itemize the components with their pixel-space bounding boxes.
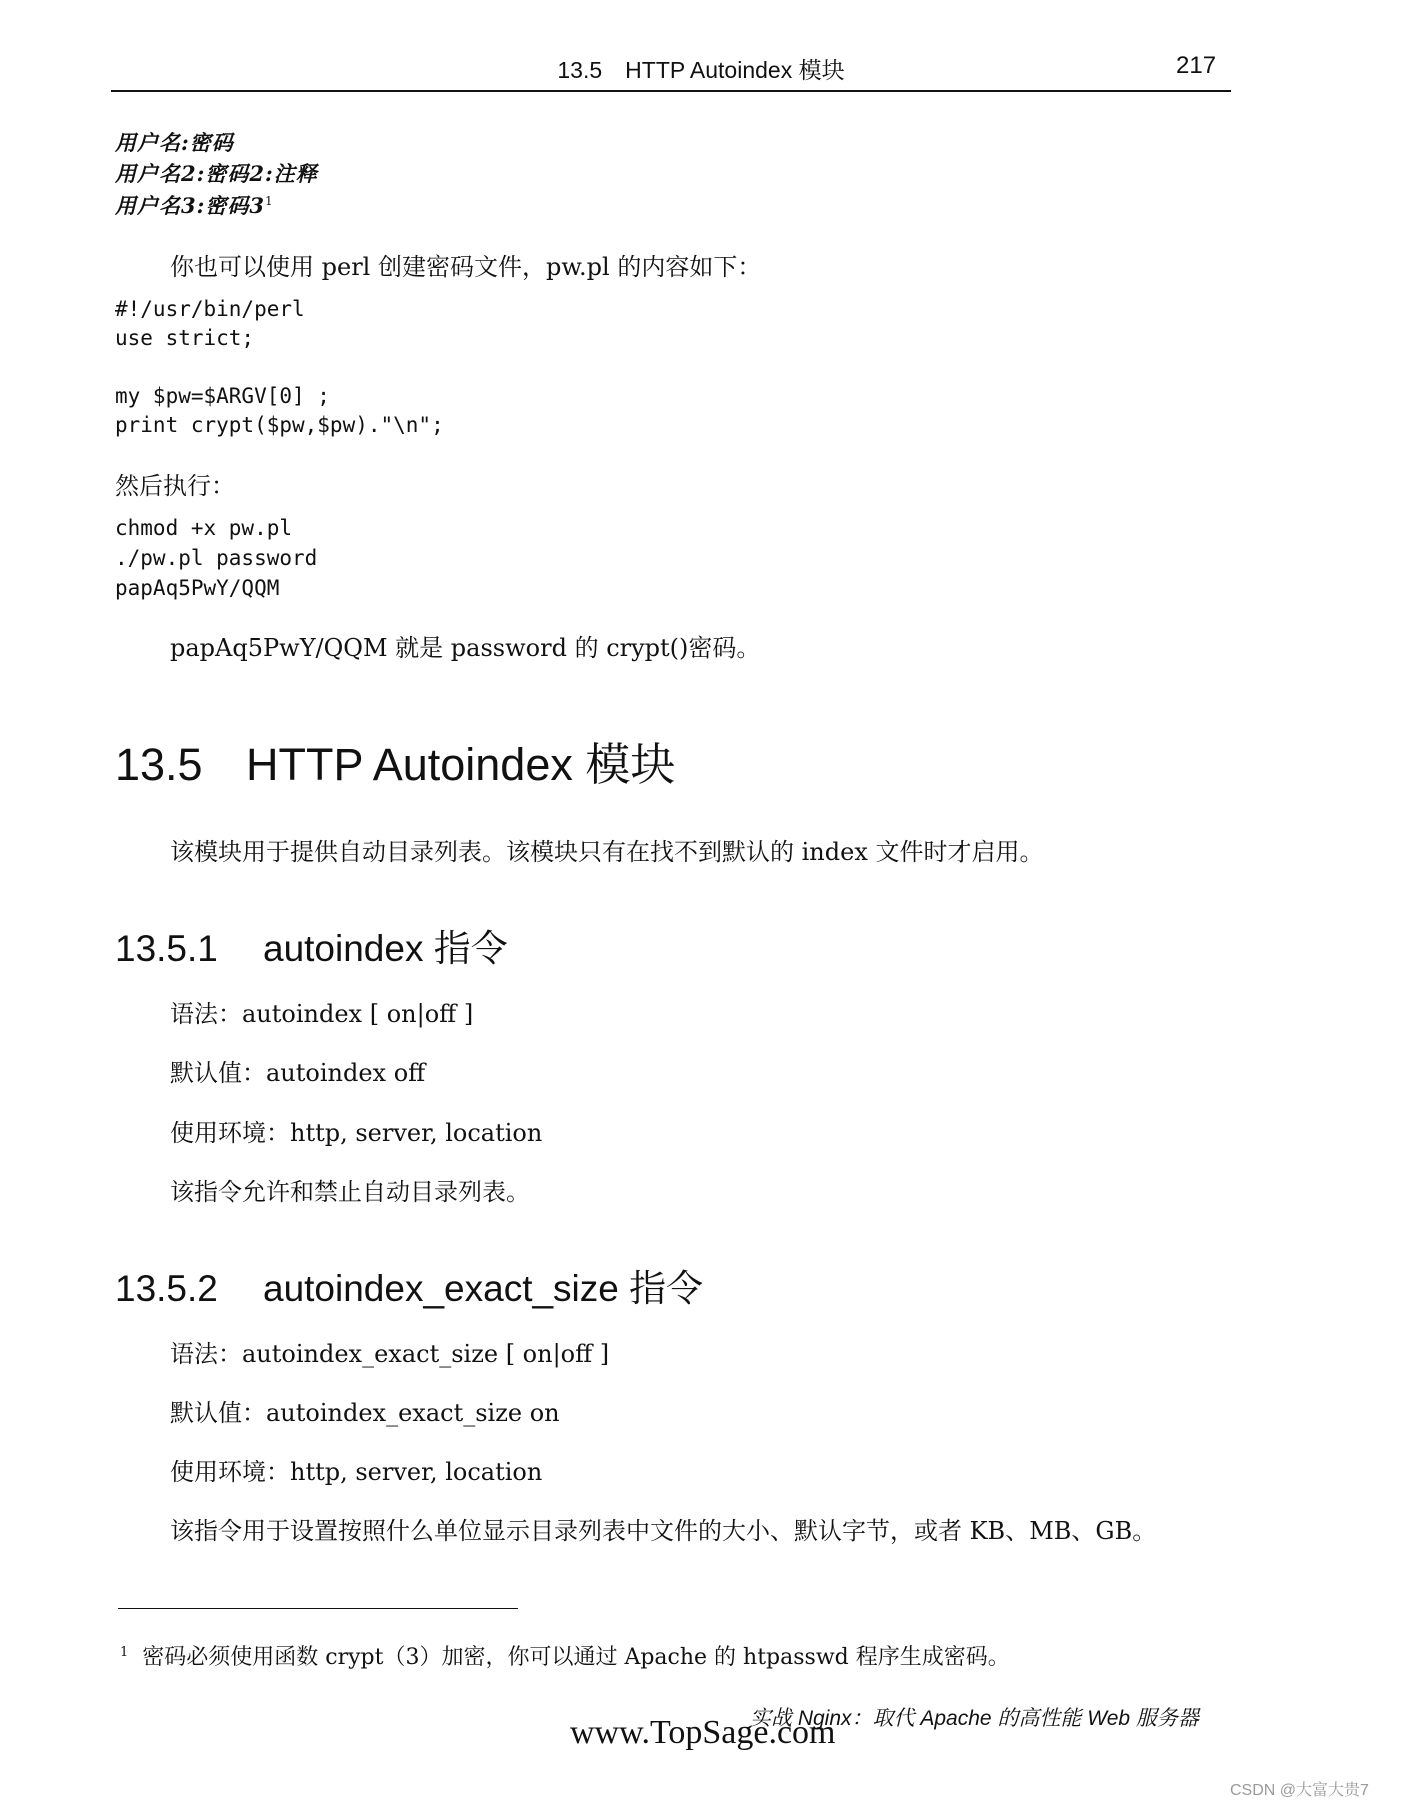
shell-line: papAq5PwY/QQM — [115, 576, 280, 600]
section-heading — [115, 728, 675, 793]
subsection-heading — [115, 1258, 703, 1312]
footnote — [120, 1640, 1010, 1671]
section-intro: 该模块用于提供自动目录列表。该模块只有在找不到默认的 index 文件时才启用。 — [170, 838, 1044, 866]
footnote-rule — [118, 1608, 518, 1609]
code-line: print crypt($pw,$pw)."\n"; — [115, 413, 444, 437]
syntax-line: 语法：autoindex [ on|off ] — [170, 1000, 474, 1028]
subsection-title: autoindex 指令 — [263, 928, 508, 969]
context-line: 使用环境：http, server, location — [170, 1458, 543, 1486]
subsection-number: 13.5.1 — [115, 928, 218, 969]
config-line-3-text: 用户名3:密码3 — [115, 193, 265, 218]
config-line-2: 用户名2:密码2:注释 — [115, 161, 318, 186]
shell-line: chmod +x pw.pl — [115, 516, 293, 540]
footnote-marker: 1 — [120, 1644, 129, 1660]
context-line: 使用环境：http, server, location — [170, 1119, 543, 1147]
book-title-footer: 实战 Nginx：取代 Apache 的高性能 Web 服务器 — [750, 1707, 1199, 1730]
default-line: 默认值：autoindex off — [170, 1059, 426, 1087]
then-run-label: 然后执行： — [115, 472, 235, 500]
description-line: 该指令允许和禁止自动目录列表。 — [170, 1178, 530, 1206]
crypt-result-paragraph: papAq5PwY/QQM 就是 password 的 crypt()密码。 — [170, 634, 761, 662]
default-line: 默认值：autoindex_exact_size on — [170, 1399, 560, 1427]
code-line: my $pw=$ARGV[0] ; — [115, 384, 330, 408]
perl-intro-paragraph: 你也可以使用 perl 创建密码文件，pw.pl 的内容如下： — [170, 253, 762, 281]
site-footer: www.TopSage.com — [570, 1714, 836, 1751]
running-header-title: 13.5 HTTP Autoindex 模块 — [557, 57, 845, 83]
config-line-3 — [115, 190, 274, 220]
subsection-heading — [115, 918, 508, 972]
section-title: HTTP Autoindex 模块 — [246, 739, 676, 790]
syntax-line: 语法：autoindex_exact_size [ on|off ] — [170, 1340, 610, 1368]
code-line: #!/usr/bin/perl — [115, 297, 305, 321]
subsection-title: autoindex_exact_size 指令 — [263, 1268, 704, 1309]
page-number: 217 — [1176, 52, 1217, 79]
section-number: 13.5 — [115, 739, 203, 790]
config-line-1: 用户名:密码 — [115, 130, 234, 155]
footnote-text: 密码必须使用函数 crypt（3）加密，你可以通过 Apache 的 htpasswd 程序生成密码。 — [142, 1645, 1010, 1670]
shell-line: ./pw.pl password — [115, 546, 318, 570]
header-rule — [111, 90, 1231, 92]
footnote-reference: 1 — [264, 194, 274, 208]
description-line: 该指令用于设置按照什么单位显示目录列表中文件的大小、默认字节，或者 KB、MB、GB。 — [170, 1517, 1157, 1545]
code-line: use strict; — [115, 326, 255, 350]
watermark: CSDN @大富大贵7 — [1230, 1782, 1369, 1799]
subsection-number: 13.5.2 — [115, 1268, 218, 1309]
